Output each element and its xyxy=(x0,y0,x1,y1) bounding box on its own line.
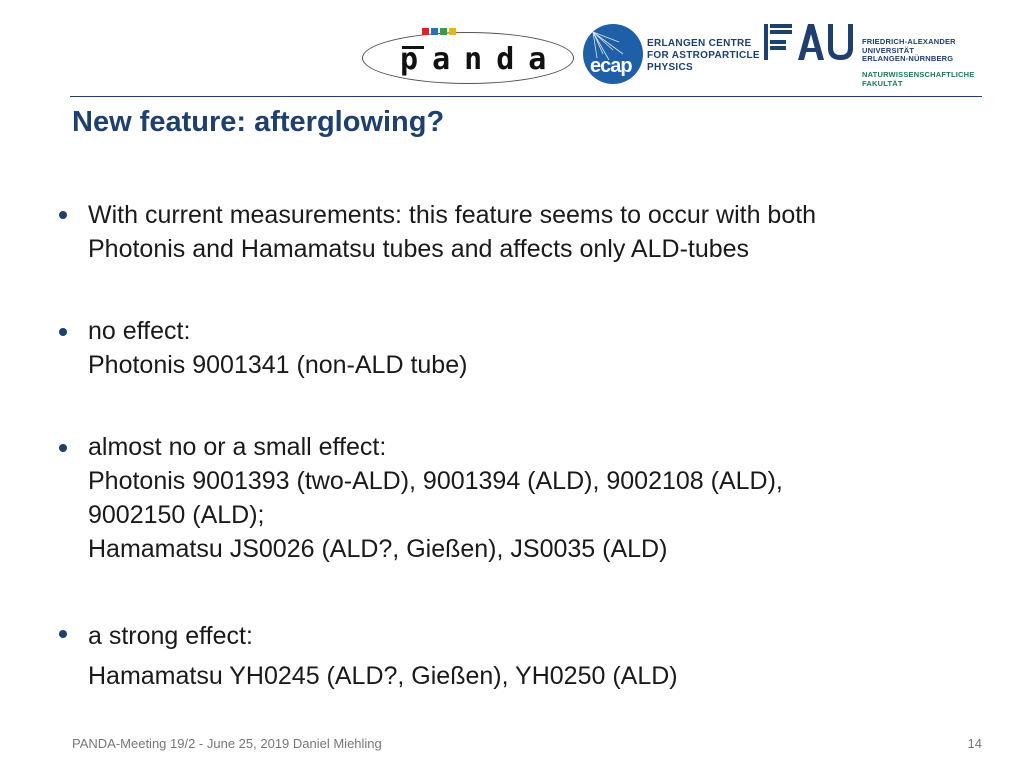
ecap-title-line: FOR ASTROPARTICLE xyxy=(647,50,760,61)
bullet-line: Photonis and Hamamatsu tubes and affects only ALD-tubes xyxy=(88,235,750,263)
fau-logo-mark xyxy=(764,22,856,62)
panda-letter: d xyxy=(496,42,515,77)
panda-square-red xyxy=(422,28,429,35)
panda-square-green xyxy=(440,28,447,35)
panda-logo-letters xyxy=(400,42,546,77)
fau-faculty-name xyxy=(862,71,974,88)
bullet-line: Photonis 9001393 (two-ALD), 9001394 (ALD), 9002108 (ALD), xyxy=(88,467,783,495)
panda-square-yellow xyxy=(449,28,456,35)
footer-meeting-info: PANDA-Meeting 19/2 - June 25, 2019 Daniel Miehling xyxy=(72,736,382,751)
bullet-dot-icon xyxy=(59,444,67,452)
bullet-text xyxy=(88,198,816,266)
ecap-title-line: ERLANGEN CENTRE xyxy=(647,38,752,49)
slide-title: New feature: afterglowing? xyxy=(72,106,445,138)
bullet-line: Hamamatsu YH0245 (ALD?, Gießen), YH0250 (ALD) xyxy=(88,662,678,690)
bullet-text xyxy=(88,314,467,382)
panda-letter: a xyxy=(432,42,451,77)
slide-header xyxy=(0,0,1024,96)
bullet-dot-icon xyxy=(59,328,67,336)
fau-line: ERLANGEN-NÜRNBERG xyxy=(862,54,954,63)
bullet-text xyxy=(88,430,783,566)
panda-letter: a xyxy=(528,42,547,77)
panda-letter: n xyxy=(464,42,483,77)
panda-logo-squares xyxy=(422,28,456,35)
bullet-line: almost no or a small effect: xyxy=(88,433,387,461)
bullet-line: 9002150 (ALD); xyxy=(88,501,265,529)
fau-line: FRIEDRICH-ALEXANDER xyxy=(862,37,956,46)
bullet-line: With current measurements: this feature seems to occur with both xyxy=(88,201,817,229)
panda-letter: p xyxy=(400,42,419,77)
fau-faculty-line: FAKULTÄT xyxy=(862,78,903,88)
bullet-line: Photonis 9001341 (non-ALD tube) xyxy=(88,351,468,379)
page-number: 14 xyxy=(967,736,982,751)
header-divider xyxy=(70,96,982,97)
ecap-title xyxy=(647,38,760,74)
ecap-title-line: PHYSICS xyxy=(647,62,694,73)
bullet-line: no effect: xyxy=(88,317,191,345)
ecap-logo-text: ecap xyxy=(590,55,632,77)
bullet-line: Hamamatsu JS0026 (ALD?, Gießen), JS0035 (ALD) xyxy=(88,535,668,563)
bullet-text xyxy=(88,616,678,696)
bullet-line: a strong effect: xyxy=(88,622,253,650)
fau-faculty-line: NATURWISSENSCHAFTLICHE xyxy=(862,70,975,79)
fau-line: UNIVERSITÄT xyxy=(862,45,915,55)
bullet-dot-icon xyxy=(59,211,67,219)
panda-square-blue xyxy=(431,28,438,35)
panda-logo xyxy=(360,20,580,90)
bullet-dot-icon xyxy=(59,630,67,638)
fau-university-name xyxy=(862,38,956,64)
